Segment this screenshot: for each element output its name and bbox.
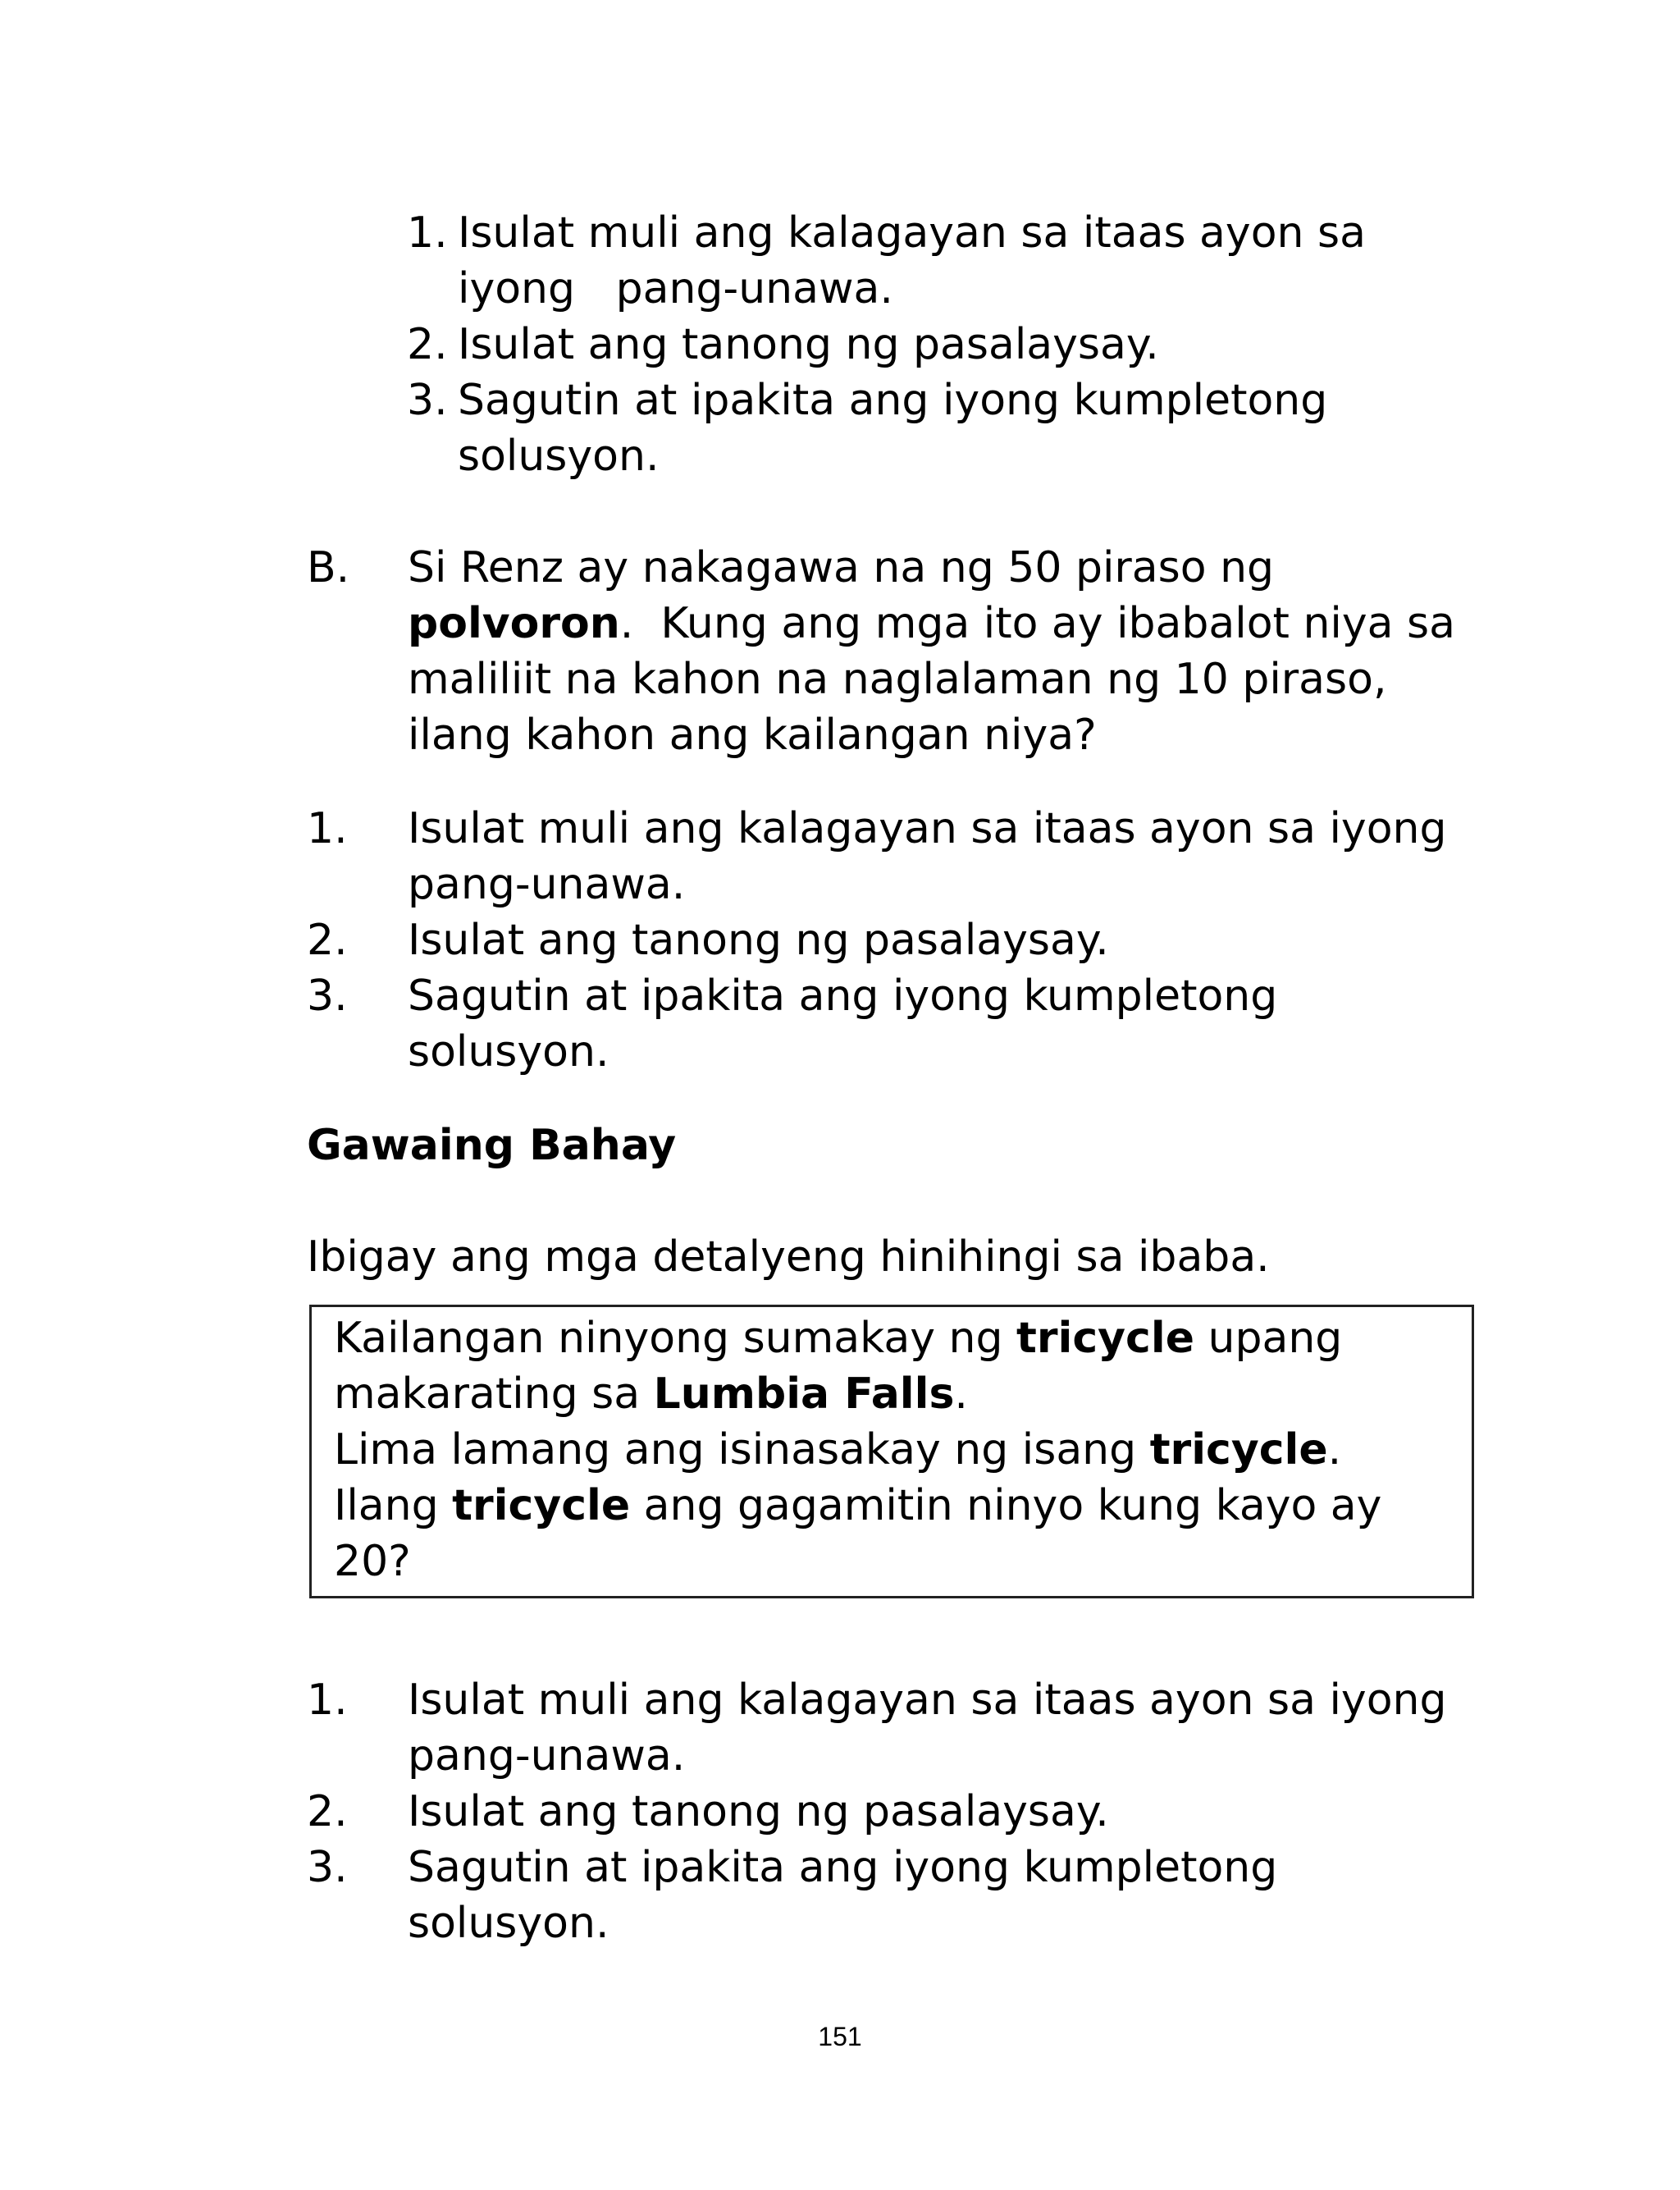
problem-box [309,1305,1474,1598]
list-number: 2. [307,916,348,965]
problem-text: ilang kahon ang kailangan niya? [408,711,1097,760]
list-item-text: Isulat muli ang kalagayan sa itaas ayon sa [458,208,1366,258]
bold-term: polvoron [408,599,620,648]
list-item-text: solusyon. [408,1899,609,1948]
list-number: 2. [407,320,448,369]
list-item-text: Sagutin at ipakita ang iyong kumpletong [458,376,1328,425]
list-item-text: pang-unawa. [408,860,686,909]
box-line: Lima lamang ang isinasakay ng isang tricycle. [334,1425,1342,1474]
bold-term: Lumbia Falls [653,1369,955,1419]
list-number: 3. [407,376,448,425]
list-item-text: Isulat muli ang kalagayan sa itaas ayon sa iyong [408,804,1447,853]
list-number: 1. [307,804,348,853]
page-number: 151 [818,2022,862,2051]
list-item-text: Sagutin at ipakita ang iyong kumpletong [408,972,1278,1021]
list-number: 1. [407,208,448,258]
instruction-text: Ibigay ang mga detalyeng hinihingi sa ibaba. [307,1232,1270,1282]
problem-text: Si Renz ay nakagawa na ng 50 piraso ng [408,543,1275,592]
list-item-text: solusyon. [458,432,660,481]
problem-text: polvoron. Kung ang mga ito ay ibabalot niya sa [408,599,1455,648]
problem-text: maliliit na kahon na naglalaman ng 10 piraso, [408,655,1387,704]
box-line: Kailangan ninyong sumakay ng tricycle upang [334,1314,1343,1363]
list-item-text: Isulat ang tanong ng pasalaysay. [408,1787,1109,1836]
list-number: 3. [307,972,348,1021]
section-heading: Gawaing Bahay [307,1121,677,1170]
list-item-text: solusyon. [408,1027,609,1077]
list-item-text: Isulat ang tanong ng pasalaysay. [408,916,1109,965]
bold-term: tricycle [1016,1314,1194,1363]
list-item-text: Isulat muli ang kalagayan sa itaas ayon sa iyong [408,1676,1447,1725]
list-number: 3. [307,1843,348,1892]
bold-term: tricycle [452,1481,631,1530]
problem-label: B. [307,543,350,592]
box-line: Ilang tricycle ang gagamitin ninyo kung kayo ay [334,1481,1382,1530]
list-item-text: Sagutin at ipakita ang iyong kumpletong [408,1843,1278,1892]
box-line: 20? [334,1537,411,1586]
box-line: makarating sa Lumbia Falls. [334,1369,968,1419]
list-number: 2. [307,1787,348,1836]
bold-term: tricycle [1149,1425,1328,1474]
list-item-text: iyong pang-unawa. [458,264,893,313]
list-number: 1. [307,1676,348,1725]
list-item-text: pang-unawa. [408,1731,686,1781]
list-item-text: Isulat ang tanong ng pasalaysay. [458,320,1159,369]
